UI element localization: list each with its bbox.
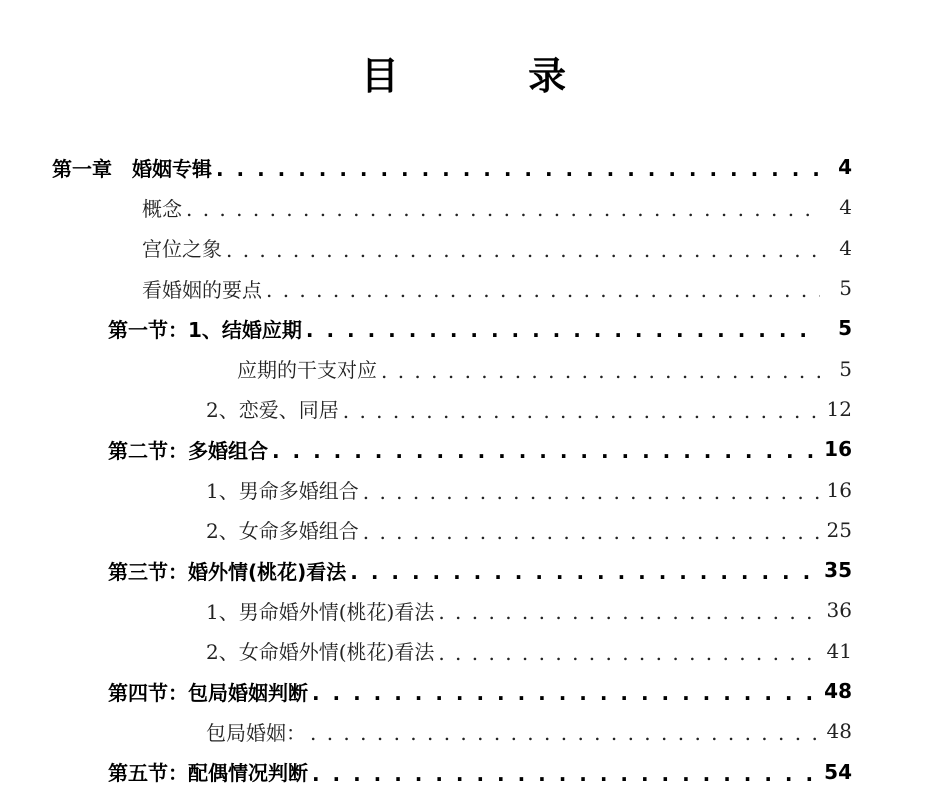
dot-leader — [363, 482, 819, 502]
toc-entry[interactable] — [0, 268, 945, 308]
toc-heading: 目 录 — [360, 54, 625, 98]
toc-entry-label: 应期的干支对应 — [237, 358, 377, 383]
toc-entry-page-number: 25 — [826, 517, 852, 542]
toc-entry-page-number: 5 — [839, 276, 852, 301]
dot-leader — [381, 361, 820, 381]
toc-entry-label: 第一章 婚姻专辑 — [52, 156, 212, 181]
toc-entry-label: 宫位之象 — [142, 237, 222, 262]
toc-entry[interactable] — [0, 348, 945, 388]
toc-entry-page-number: 5 — [839, 356, 852, 381]
dot-leader — [438, 602, 818, 622]
toc-entry-label: 第五节：配偶情况判断 — [108, 761, 308, 786]
toc-entry-page-number: 54 — [824, 759, 852, 784]
toc-entry[interactable] — [0, 590, 945, 630]
toc-entry-label: 包局婚姻： — [206, 720, 306, 745]
toc-entry[interactable] — [0, 671, 945, 711]
toc-entry-page-number: 36 — [826, 598, 852, 623]
toc-entry-page-number: 4 — [838, 155, 852, 180]
toc-entry-label: 2、女命多婚组合 — [206, 519, 359, 544]
toc-entry-label: 概念 — [142, 196, 182, 221]
toc-entry-label: 2、女命婚外情(桃花)看法 — [206, 640, 435, 665]
toc-entry-page-number: 16 — [826, 477, 852, 502]
toc-entry[interactable] — [0, 550, 945, 590]
toc-entry[interactable] — [0, 711, 945, 751]
toc-entry-label: 2、恋爱、同居 — [206, 398, 339, 423]
dot-leader — [266, 280, 820, 300]
toc-entry-label: 第四节：包局婚姻判断 — [108, 680, 308, 705]
toc-entry-label: 第二节：多婚组合 — [108, 438, 268, 463]
dot-leader — [186, 199, 820, 219]
toc-entry[interactable] — [0, 510, 945, 550]
toc-entry-page-number: 48 — [824, 679, 852, 703]
toc-entry-page-number: 4 — [839, 195, 852, 220]
toc-entry-label: 1、男命婚外情(桃花)看法 — [206, 599, 435, 624]
dot-leader — [350, 562, 816, 582]
toc-entry[interactable] — [0, 631, 945, 671]
toc-entry-page-number: 16 — [824, 437, 852, 462]
toc-entry-label: 第三节：婚外情(桃花)看法 — [108, 559, 347, 584]
toc-entry[interactable] — [0, 429, 945, 469]
dot-leader — [343, 401, 819, 421]
dot-leader — [438, 643, 818, 663]
toc-entry[interactable] — [0, 187, 945, 227]
toc-entry-page-number: 4 — [839, 235, 852, 260]
toc-list — [0, 147, 945, 792]
dot-leader — [306, 320, 820, 340]
toc-entry-page-number: 5 — [838, 316, 852, 341]
dot-leader — [272, 441, 816, 461]
toc-entry-label: 第一节：1、结婚应期 — [108, 317, 302, 342]
toc-entry-label: 1、男命多婚组合 — [206, 479, 359, 504]
toc-entry[interactable] — [0, 389, 945, 429]
dot-leader — [226, 240, 820, 260]
toc-entry[interactable] — [0, 228, 945, 268]
dot-leader — [310, 723, 819, 743]
toc-entry[interactable] — [0, 751, 945, 791]
toc-entry-page-number: 35 — [824, 558, 852, 583]
dot-leader — [312, 764, 816, 784]
toc-entry-page-number: 41 — [826, 638, 852, 663]
toc-entry[interactable] — [0, 308, 945, 348]
dot-leader — [312, 683, 816, 703]
toc-entry-page-number: 48 — [826, 719, 852, 744]
dot-leader — [363, 522, 819, 542]
toc-entry[interactable] — [0, 469, 945, 509]
toc-entry[interactable] — [0, 147, 945, 187]
toc-entry-page-number: 12 — [826, 396, 852, 421]
dot-leader — [216, 159, 820, 179]
toc-entry-label: 看婚姻的要点 — [142, 277, 262, 302]
